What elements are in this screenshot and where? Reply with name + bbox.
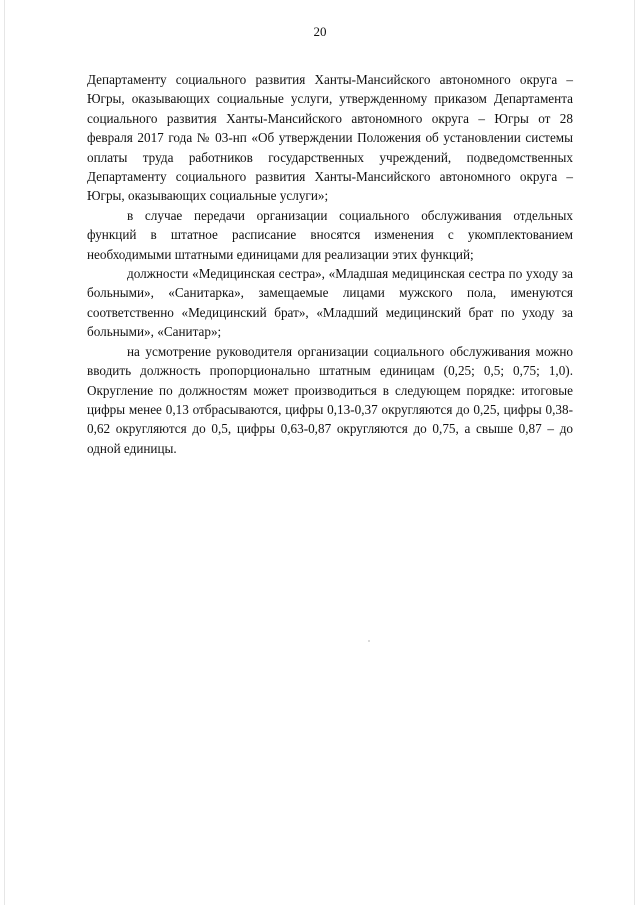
scan-edge-right: [634, 0, 635, 905]
paragraph-rounding-rules: на усмотрение руководителя организации социального обслуживания можно вводить должность пропорционально штатным единицам (0,25; 0,5; 0,75; 1,0). Округление по должностям может производиться в следующем порядке: итоговые цифры менее 0,13 отбрасываются, цифры 0,13-0,37 округляются до 0,25, цифры 0,38-0,62 округляются до 0,5, цифры 0,63-0,87 округляются до 0,75, а свыше 0,87 – до одной единицы.: [87, 343, 573, 456]
page-number: 20: [313, 24, 327, 39]
document-body: [87, 70, 573, 458]
scan-speck: [368, 640, 370, 642]
paragraph-function-transfer: в случае передачи организации социального обслуживания отдельных функций в штатное расписание вносятся изменения с укомплектованием необходимыми штатными единицами для реализации этих функций;: [87, 207, 573, 262]
paragraph-continuation: Департаменту социального развития Ханты-Мансийского автономного округа – Югры, оказывающих социальные услуги, утвержденному приказом Департамента социального развития Ханты-Мансийского автономного округа – Югры от 28 февраля 2017 года № 03-нп «Об утверждении Положения об установлении системы оплаты труда работников государственных учреждений, подведомственных Департаменту социального развития Ханты-Мансийского автономного округа – Югры, оказывающих социальные услуги»;: [87, 72, 573, 204]
paragraph-position-names: должности «Медицинская сестра», «Младшая медицинская сестра по уходу за больными», «Санитарка», замещаемые лицами мужского пола, именуются соответственно «Медицинский брат», «Младший медицинский брат по уходу за больными», «Санитар»;: [87, 266, 573, 340]
scan-edge-left: [4, 0, 5, 905]
